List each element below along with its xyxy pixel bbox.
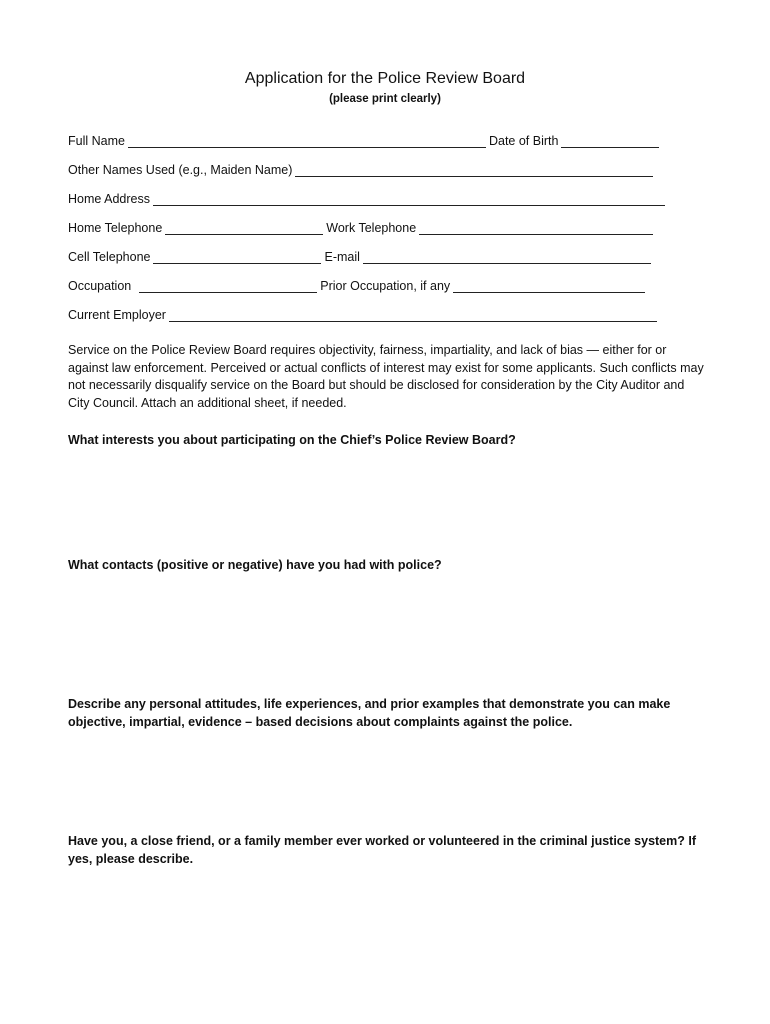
answer-criminal-justice-area[interactable] [68, 873, 702, 1003]
cell-telephone-label: Cell Telephone [68, 250, 151, 264]
form-title: Application for the Police Review Board [244, 70, 526, 87]
occupation-row [68, 275, 645, 293]
cell-telephone-field[interactable] [153, 250, 321, 264]
question-criminal-justice: Have you, a close friend, or a family member ever worked or volunteered in the criminal justice system? If yes, please describe. [68, 834, 696, 866]
other-names-field[interactable] [295, 163, 653, 177]
current-employer-row [68, 304, 657, 322]
full-name-field[interactable] [128, 134, 486, 148]
prior-occupation-field[interactable] [453, 279, 645, 293]
email-label: E-mail [324, 250, 360, 264]
work-telephone-field[interactable] [419, 221, 653, 235]
prior-occupation-label: Prior Occupation, if any [320, 279, 451, 293]
current-employer-field[interactable] [169, 308, 657, 322]
form-subtitle: (please print clearly) [329, 93, 441, 105]
date-of-birth-label: Date of Birth [488, 134, 559, 148]
question-interests: What interests you about participating on the Chief’s Police Review Board? [68, 433, 516, 447]
home-address-label: Home Address [68, 192, 150, 206]
answer-personal-attitudes-area[interactable] [68, 736, 702, 826]
telephone-row [68, 217, 653, 235]
home-telephone-label: Home Telephone [68, 221, 163, 235]
other-names-row [68, 159, 653, 177]
other-names-label: Other Names Used (e.g., Maiden Name) [68, 163, 293, 177]
question-personal-attitudes: Describe any personal attitudes, life experiences, and prior examples that demonstrate you can make objective, impartial, evidence – based decisions about complaints against the police. [68, 697, 671, 729]
question-police-contacts: What contacts (positive or negative) have you had with police? [68, 558, 442, 572]
cell-email-row [68, 246, 651, 264]
occupation-label: Occupation [68, 279, 132, 293]
date-of-birth-field[interactable] [561, 134, 659, 148]
occupation-field[interactable] [139, 279, 317, 293]
full-name-label: Full Name [68, 134, 125, 148]
home-address-row [68, 188, 665, 206]
answer-police-contacts-area[interactable] [68, 579, 702, 689]
home-address-field[interactable] [153, 192, 665, 206]
work-telephone-label: Work Telephone [326, 221, 417, 235]
current-employer-label: Current Employer [68, 308, 166, 322]
email-field[interactable] [363, 250, 651, 264]
full-name-row [68, 130, 659, 148]
answer-interests-area[interactable] [68, 454, 702, 554]
home-telephone-field[interactable] [165, 221, 323, 235]
conflict-of-interest-paragraph: Service on the Police Review Board requires objectivity, fairness, impartiality, and lack of bias — either for or against law enforcement. Perceived or actual conflicts of interest may exist for some applicants. Such conflicts may not necessarily disqualify service on the Board but should be disclosed for consideration by the City Auditor and City Council. Attach an additional sheet, if needed. [68, 343, 704, 410]
